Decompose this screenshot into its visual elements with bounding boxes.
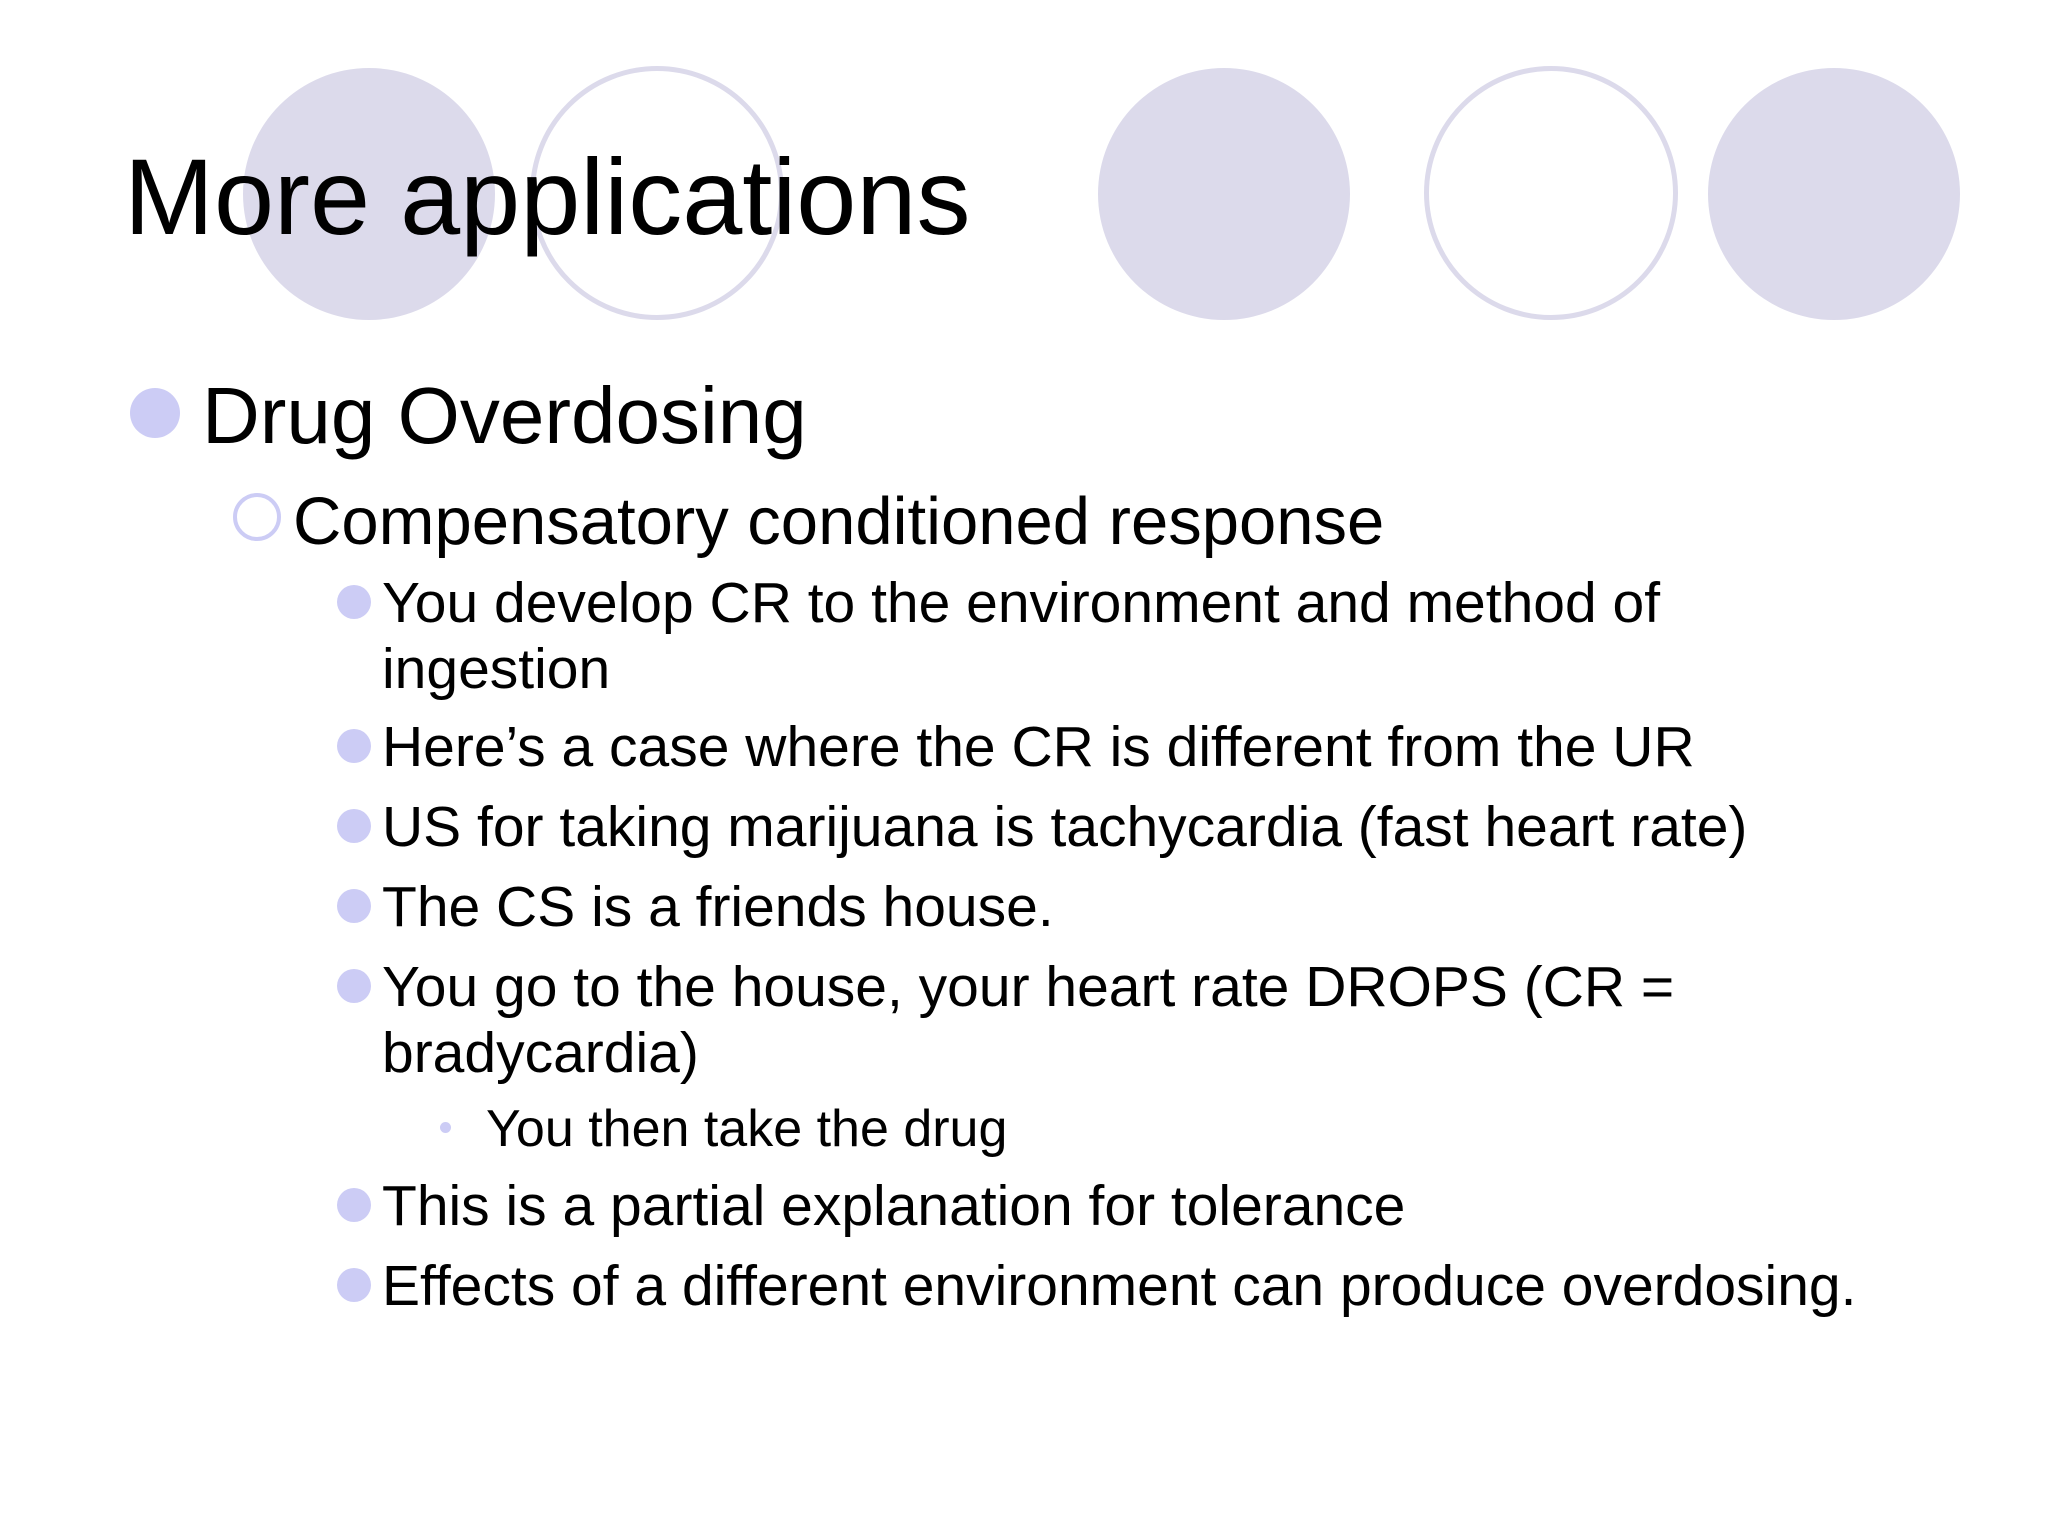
list-item-text: This is a partial explanation for tolerance	[382, 1174, 1406, 1238]
dot-bullet-icon	[440, 1122, 451, 1133]
bullet-level1-text: Drug Overdosing	[202, 371, 807, 460]
filled-circle-bullet-icon	[337, 809, 371, 843]
filled-circle-bullet-icon	[337, 729, 371, 763]
filled-circle-bullet-icon	[337, 1268, 371, 1302]
filled-circle-bullet-icon	[337, 969, 371, 1003]
list-item-text: You develop CR to the environment and method of ingestion	[382, 571, 1661, 701]
list-item-text: The CS is a friends house.	[382, 875, 1054, 939]
list-item-text: US for taking marijuana is tachycardia (fast heart rate)	[382, 795, 1748, 859]
list-item-text: Here’s a case where the CR is different from the UR	[382, 715, 1695, 779]
list-item-text: Effects of a different environment can produce overdosing.	[382, 1254, 1857, 1318]
filled-circle-bullet-icon	[337, 889, 371, 923]
bullet-level2-text: Compensatory conditioned response	[293, 484, 1385, 559]
slide-title: More applications	[124, 136, 971, 257]
sub-list-item-text: You then take the drug	[486, 1100, 1008, 1158]
filled-circle-bullet-icon	[337, 1188, 371, 1222]
filled-circle-bullet-icon	[130, 388, 180, 438]
filled-circle-bullet-icon	[337, 585, 371, 619]
hollow-circle-bullet-icon	[233, 493, 281, 541]
list-item-text: You go to the house, your heart rate DROPS (CR = bradycardia)	[382, 955, 1675, 1085]
